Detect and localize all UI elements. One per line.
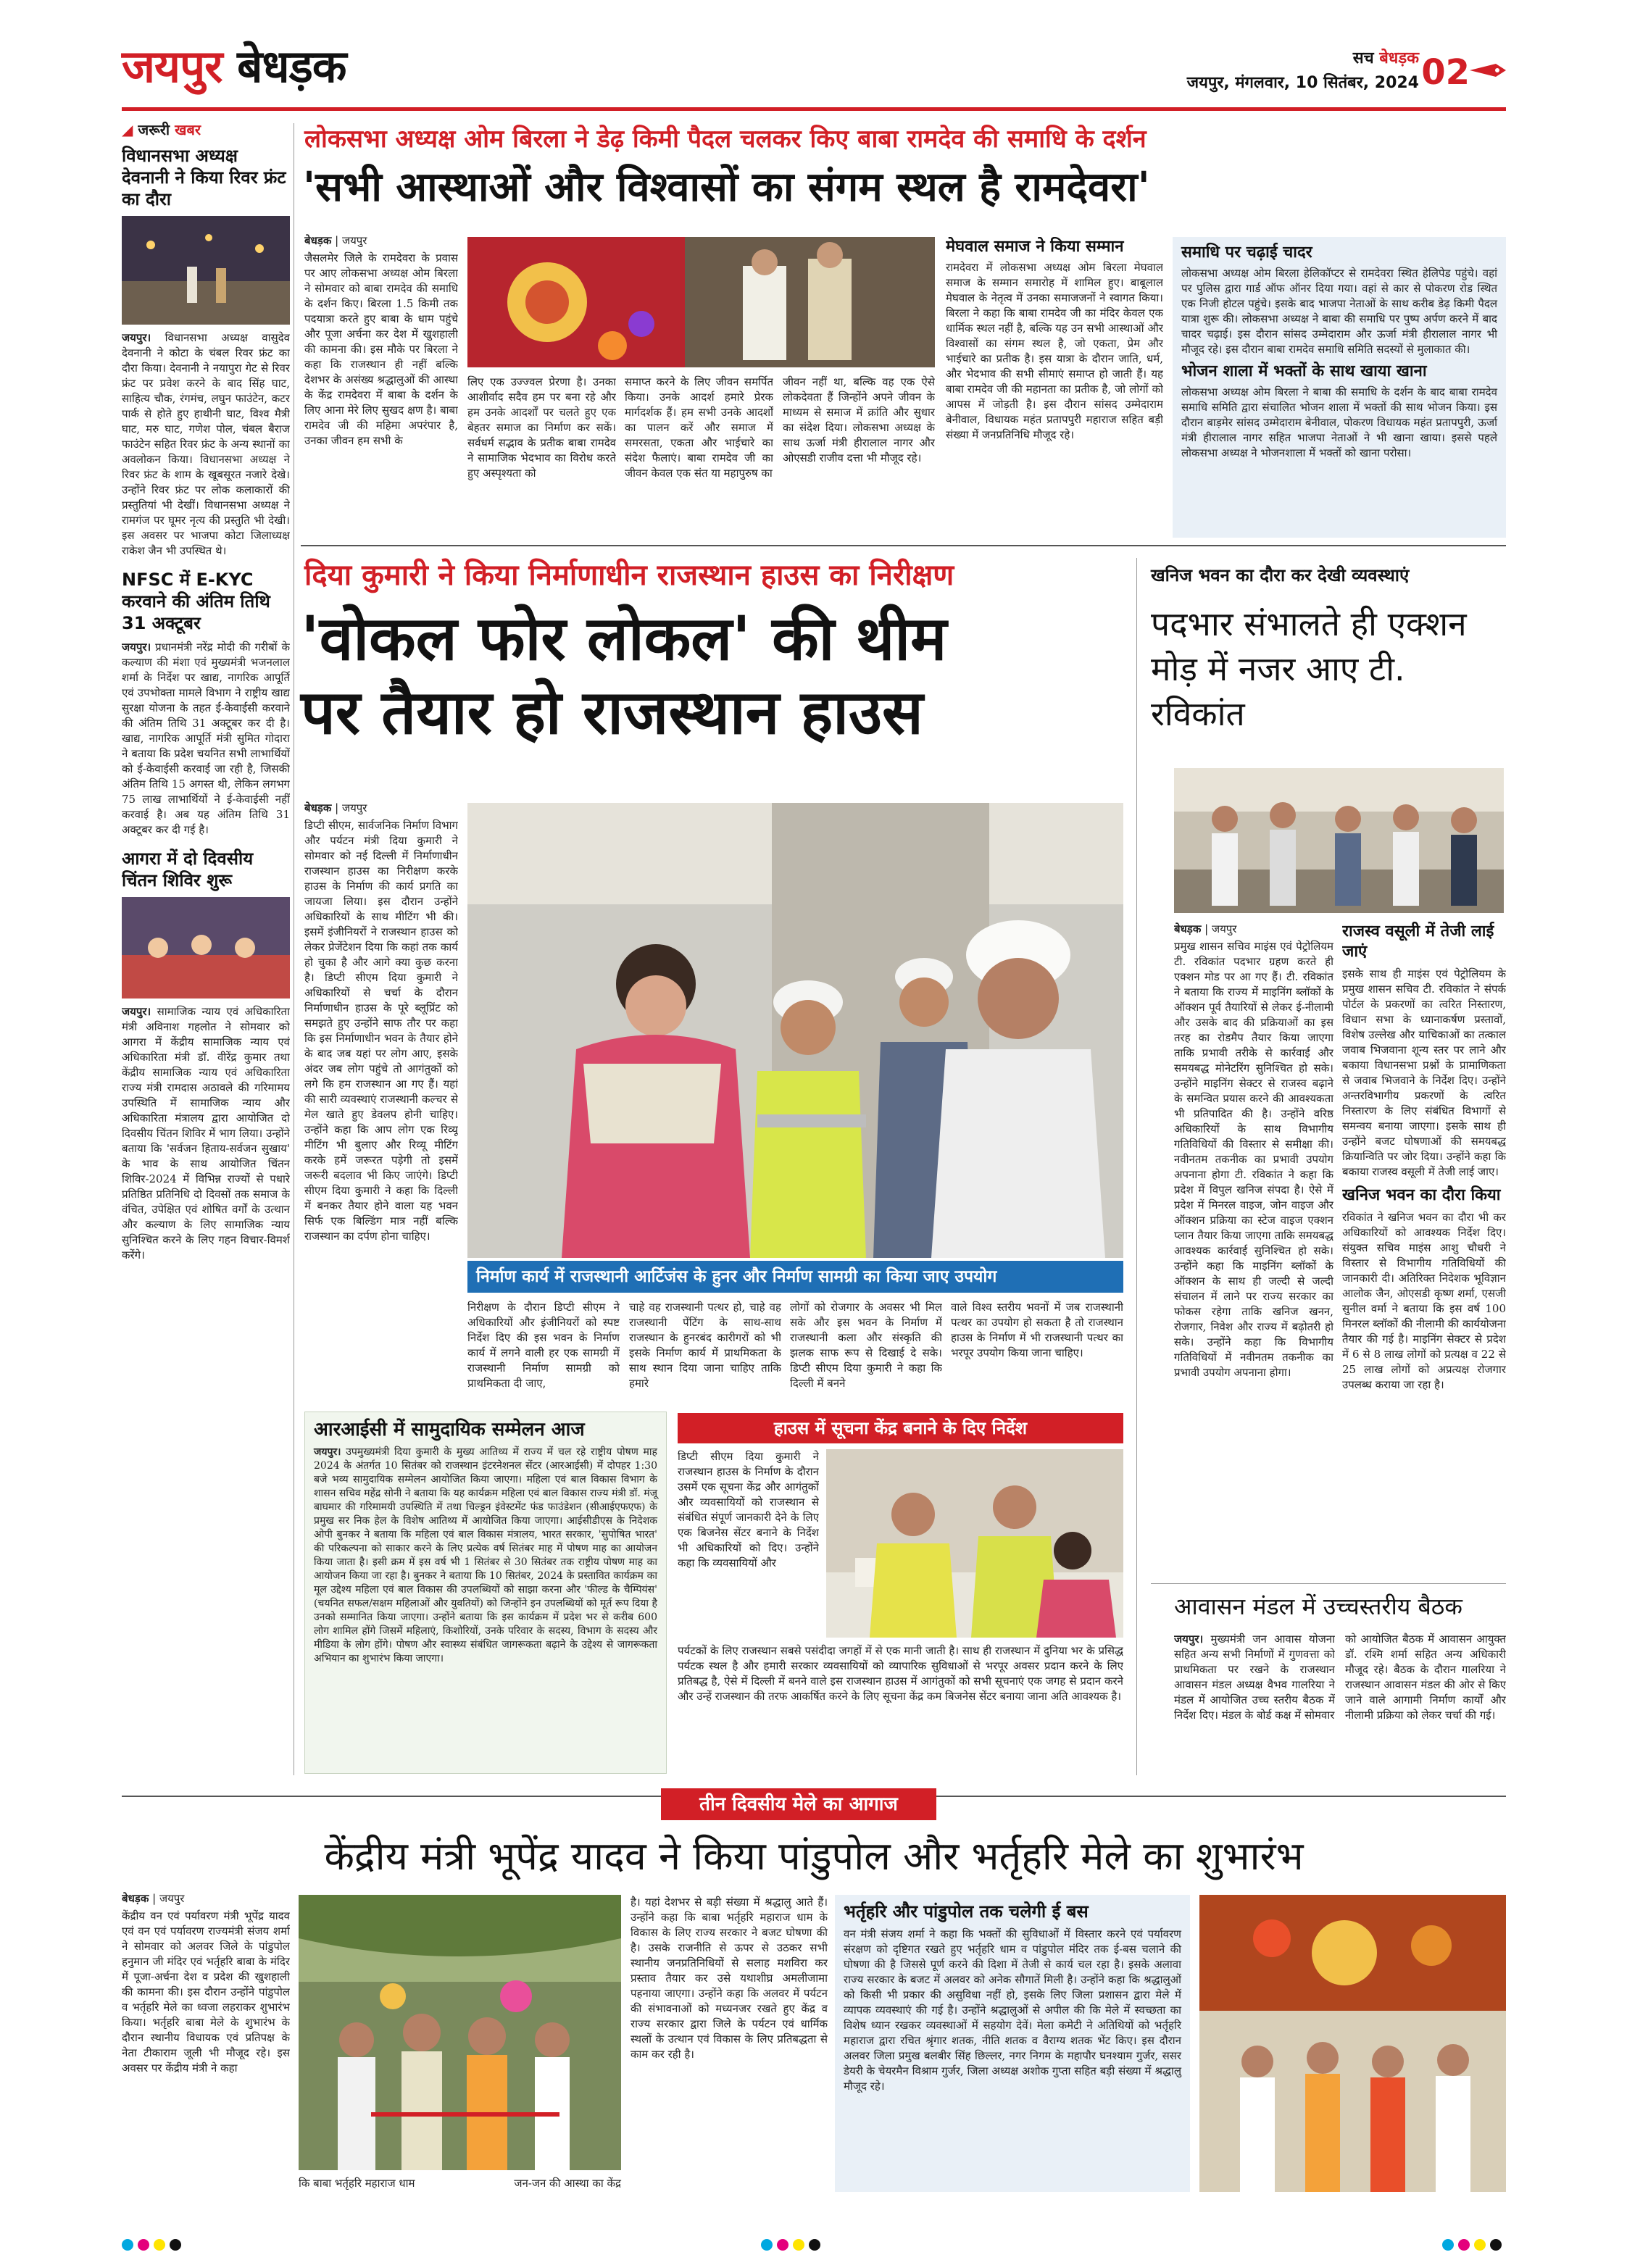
house-caption-banner: निर्माण कार्य में राजस्थानी आर्टिजंस के हुनर और निर्माण सामग्री का किया जाए उपयोग [467, 1261, 1123, 1293]
fair-col3: है। यहां देशभर से बड़ी संख्या में श्रद्धालु आते हैं। उन्होंने कहा कि बाबा भर्तृहरि महाराज धाम के विकास के लिए राज्य सरकार ने बजट घोषणा की है। उसके राजनीति से ऊपर से उठकर सभी स्थानीय जनप्रतिनिधियों से सलाह मशविरा कर प्रस्ताव तैयार कर उसे यथाशीघ्र अमलीजामा पहनाया जाएगा। उन्होंने कहा कि अलवर में पर्यटन की संभावनाओं को मध्यनजर रखते हुए केंद्र व राज्य सरकार द्वारा जिले के पर्यटन एवं धार्मिक स्थलों के उत्थान एवं विकास के लिए प्रतिबद्धता से काम कर रही है। [631, 1896, 828, 2061]
color-dot-icon [793, 2239, 804, 2251]
sidebar-section-label: ◢ जरूरी खबर [122, 121, 201, 138]
mines-sub1-heading: राजस्व वसूली में तेजी लाई जाएं [1342, 922, 1494, 961]
lead-sub-box [1173, 237, 1506, 538]
logo-left-word: जयपुर [122, 40, 222, 93]
mines-col1-text: प्रमुख शासन सचिव माइंस एवं पेट्रोलियम टी. रविकांत पदभार ग्रहण करते ही एक्शन मोड पर आ गए हैं। टी. रविकांत ने बताया कि राज्य में माइनिंग ब्लॉकों के ऑक्शन पूर्व तैयारियों से लेकर ई-नीलामी और उसके बाद की प्रक्रियाओं का इस तरह का रोडमैप तैयार किया जाएगा ताकि प्रभावी तरीके से कार्रवाई और समयबद्ध मोनेटरिंग सुनिश्चित हो सके। उन्होंने माइनिंग सेक्टर से राजस्व बढ़ाने के समन्वित प्रयास करने की आवश्यकता भी प्रतिपादित की है। उन्होंने वरिष्ठ अधिकारियों के साथ विभागीय गतिविधियों की विस्तार से समीक्षा की। नवीनतम तकनीक का प्रभावी उपयोग अपनाना होगा टी. रविकांत ने कहा कि प्रदेश में विपुल खनिज संपदा है। ऐसे में प्रदेश में मिनरल वाइज, जोन वाइज और ऑक्शन प्रक्रिया का स्टेज वाइज एक्शन प्लान तैयार किया जाएगा ताकि समयबद्ध आवश्यक कार्रवाई सुनिश्चित हो सके। उन्होंने कहा कि माइनिंग ब्लॉकों के ऑक्शन के साथ ही जल्दी से जल्दी संचालन में लाने पर राज्य सरकार का फोकस रहेगा ताकि खनिज खनन, रोजगार, निवेश और राज्य में बढ़ोतरी हो सके। उन्होंने कहा कि विभागीय गतिविधियों में नवीनतम तकनीक का प्रभावी उपयोग अपनाना होगा। [1174, 940, 1333, 1379]
sidebar-story3-body: जयपुर। सामाजिक न्याय एवं अधिकारिता मंत्री अविनाश गहलोत ने सोमवार को आगरा में केंद्रीय सामाजिक न्याय एवं अधिकारिता मंत्री डॉ. वीरेंद्र कुमार तथा केंद्रीय सामाजिक न्याय एवं अधिकारिता राज्य मंत्री रामदास अठावले की गरिमामय उपस्थिति में सामाजिक न्याय और अधिकारिता मंत्रालय द्वारा आयोजित दो दिवसीय चिंतन शिविर में भाग लिया। उन्होंने बताया कि 'सर्वजन हिताय-सर्वजन सुखाय' के भाव के साथ आयोजित चिंतन शिविर-2024 में विभिन्न राज्यों से पधारे प्रतिष्ठित प्रतिनिधि दो दिवसों तक समाज के वंचित, उपेक्षित एवं शोषित वर्गों के उत्थान और कल्याण के लिए सामाजिक न्याय सुनिश्चित करने के लिए गहन विचार-विमर्श करेंगे। [122, 1005, 290, 1262]
mines-col2 [1342, 922, 1506, 1559]
color-dot-icon [809, 2239, 820, 2251]
fair-box-body: वन मंत्री संजय शर्मा ने कहा कि भक्तों की सुविधाओं में विस्तार करने एवं पर्यावरण संरक्षण को दृष्टिगत रखते हुए भर्तृहरि धाम व पांडुपोल मंदिर तक ई-बस चलाने की घोषणा की है जिससे पूर्ण करने की दिशा में तेजी से कार्य चल रहा है। इसके अलावा राज्य सरकार के बजट में अलवर को अनेक सौगातें मिली है। उन्होंने कहा कि श्रद्धालुओं को किसी भी प्रकार की असुविधा नहीं हो, इसके लिए जिला प्रशासन द्वारा मेले में व्यापक व्यवस्थाएं की गई है। उन्होंने श्रद्धालुओं से अपील की कि मेले में स्वच्छता का विशेष ध्यान रखकर व्यवस्थाओं में सहयोग देवें। मेला कमेटी ने अतिथियों को भर्तृहरि महाराज द्वारा रचित श्रृंगार शतक, नीति शतक व वैराग्य शतक भेंट किए। इस दौरान अलवर जिला प्रमुख बलबीर सिंह छिल्लर, नगर निगम के महापौर घनश्याम गुर्जर, ससर डेयरी के चेयरमैन विश्राम गुर्जर, जिला अध्यक्ष अशोक गुप्ता सहित बड़ी संख्या में श्रद्धालु मौजूद रहे। [844, 1927, 1181, 2093]
sidebar-story3-photo [122, 897, 290, 998]
fair-photo-left [299, 1895, 621, 2170]
print-marks-center [761, 2239, 825, 2251]
house-headline-line2: पर तैयार हो राजस्थान हाउस [301, 676, 923, 748]
house-lower-col2: चाहे वह राजस्थानी पत्थर हो, चाहे वह राजस्थानी पेंटिंग के साथ-साथ राजस्थान के हुनरबंद कारीगरों को भी इसके निर्माण कार्य में प्राथमिकता के साथ स्थान दिया जाना चाहिए ताकि हमारे [629, 1301, 781, 1390]
sidebar-story1-headline: विधानसभा अध्यक्ष देवनानी ने किया रिवर फ्रंट का दौरा [122, 146, 286, 209]
house-kicker-wrap [304, 558, 1138, 593]
house-photo-meeting [826, 1449, 1123, 1638]
lead-col1 [304, 233, 458, 538]
masthead-tagline [1353, 46, 1419, 68]
color-dot-icon [122, 2239, 133, 2251]
house-lower-col4: वाले विश्व स्तरीय भवनों में जब राजस्थानी पत्थर का उपयोग हो सकता है तो राजस्थान हाउस के निर्माण में भी राजस्थानी पत्थर का भरपूर उपयोग किया जाना चाहिए। [951, 1301, 1123, 1359]
color-dot-icon [761, 2239, 773, 2251]
mines-col1 [1174, 922, 1333, 1559]
house-kicker: दिया कुमारी ने किया निर्माणाधीन राजस्थान हाउस का निरीक्षण [304, 559, 954, 592]
color-dot-icon [1490, 2239, 1502, 2251]
lead-kicker: लोकसभा अध्यक्ष ओम बिरला ने डेढ़ किमी पैदल चलकर किए बाबा रामदेव की समाधि के दर्शन [304, 125, 1147, 154]
mines-headline: पदभार संभालते ही एक्शन मोड़ में नजर आए टी. रविकांत [1151, 604, 1467, 733]
lead-bottom-rule [301, 545, 1506, 546]
house-col1-text: डिप्टी सीएम, सार्वजनिक निर्माण विभाग और पर्यटन मंत्री दिया कुमारी ने सोमवार को नई दिल्ली में निर्माणाधीन राजस्थान हाउस का निरीक्षण करके हाउस के निर्माण की कार्य प्रगति का जायजा लिया। इस दौरान उन्होंने अधिकारियों के साथ मीटिंग भी की। इसमें इंजीनियरों ने राजस्थान हाउस को लेकर प्रेजेंटेशन दिया कि कहां तक कार्य हो चुका है और आगे क्या कुछ करना है। डिप्टी सीएम दिया कुमारी ने अधिकारियों से चर्चा के दौरान निर्माणाधीन हाउस के पूरे ब्लूप्रिंट को समझते हुए उन्होंने साफ तौर पर कहा कि इस निर्माणाधीन भवन के तैयार होने के बाद जब यहां पर लोग आए, इसके अंदर जब लोग पहुंचे तो आगंतुकों को लगे कि हम राजस्थान आ गए हैं। यहां की सारी व्यवस्थाएं राजस्थानी कल्चर से मेल खाते हुए डेवलप होनी चाहिए। उन्होंने कहा कि आप लोग एक रिव्यू मीटिंग भी बुलाए और रिव्यू मीटिंग करके हमें जरूरत पड़ेगी तो इसमें जरूरी बदलाव भी किए जाएंगे। डिप्टी सीएम दिया कुमारी ने कहा कि दिल्ली में बनकर तैयार होने वाला यह भवन सिर्फ एक बिल्डिंग मात्र नहीं बल्कि राजस्थान का दर्पण होना चाहिए। [304, 819, 458, 1243]
fair-box-heading: भर्तृहरि और पांडुपोल तक चलेगी ई बस [844, 1901, 1089, 1922]
sidebar-story2-body: जयपुर। प्रधानमंत्री नरेंद्र मोदी की गरीबों के कल्याण की मंशा एवं मुख्यमंत्री भजनलाल शर्मा के निर्देश पर खाद्य, नागरिक आपूर्ति एवं उपभोक्ता मामले विभाग ने राष्ट्रीय खाद्य सुरक्षा योजना के तहत ई-केवाईसी करवाने की अंतिम तिथि 31 अक्टूबर कर दी है। खाद्य, नागरिक आपूर्ति मंत्री सुमित गोदारा ने बताया कि प्रदेश चयनित सभी लाभार्थियों को ई-केवाईसी करवाई जा रही है, जिसकी अंतिम तिथि 15 अगस्त थी, लेकिन लगभग 75 लाख लाभार्थियों ने ई-केवाईसी नहीं करवाई है। अब यह अंतिम तिथि 31 अक्टूबर कर दी गई है। [122, 641, 290, 836]
sidebar-story2-headline: NFSC में E-KYC करवाने की अंतिम तिथि 31 अक्टूबर [122, 570, 270, 633]
color-dot-icon [1442, 2239, 1454, 2251]
fair-byline: बेधड़क | जयपुर [122, 1892, 185, 1905]
fair-headline: केंद्रीय मंत्री भूपेंद्र यादव ने किया पांडुपोल और भर्तृहरि मेले का शुभारंभ [324, 1833, 1304, 1879]
masthead-dateline: जयपुर, मंगलवार, 10 सितंबर, 2024 [1186, 74, 1419, 92]
page-number: 02 [1421, 52, 1470, 93]
house-sub-box-heading: आरआईसी में सामुदायिक सम्मेलन आज [314, 1419, 585, 1441]
lead-sub2-body: लोकसभा अध्यक्ष ओम बिरला हेलिकॉप्टर से रामदेवरा स्थित हेलिपेड पहुंचे। वहां पर पुलिस द्वारा गार्ड ऑफ ऑनर दिया गया। वहां से कार से पोकरण रोड स्थित एक निजी होटल पहुंचे। इसके बाद भाजपा नेताओं के साथ करीब डेढ़ किमी पैदल यात्रा शुरू की। लोकसभा अध्यक्ष ने बाबा की समाधि पर पुष्प अर्पण करने में बाद चादर चढ़ाई। इस दौरान सांसद उम्मेदाराम और ऊर्जा मंत्री हीरालाल नागर भी मौजूद रहे। इस दौरान बाबा रामदेव समाधि समिति सदस्यों से मुलाकात की। [1181, 267, 1497, 356]
color-dot-icon [154, 2239, 165, 2251]
house-sub-box [304, 1412, 667, 1774]
lead-sub3-heading: भोजन शाला में भक्तों के साथ खाया खाना [1181, 362, 1427, 380]
fair-photo-caption-right: जन-जन की आस्था का केंद्र [514, 2177, 621, 2190]
fair-box [835, 1895, 1190, 2192]
fair-photo-caption-left: कि बाबा भर्तृहरि महाराज धाम [299, 2177, 415, 2190]
masthead-rule [122, 107, 1506, 111]
house-sub-box-body: जयपुर। उपमुख्यमंत्री दिया कुमारी के मुख्य आतिथ्य में राज्य में चल रहे राष्ट्रीय पोषण माह 2024 के अंतर्गत 10 सितंबर को राजस्थान इंटरनेशनल सेंटर (आरआईसी) में दोपहर 1:30 बजे भव्य सामुदायिक सम्मेलन आयोजित किया जाएगा। महिला एवं बाल विकास विभाग के शासन सचिव महेंद्र सोनी ने बताया कि यह कार्यक्रम महिला एवं बाल विकास राज्य मंत्री डॉ. मंजू बाघमार की गरिमामयी उपस्थिति में तथा चिल्ड्रन इंवेस्टमेंट फंड फाउंडेशन (सीआईएफएफ) के प्रमुख सर निक हेल के विशेष आतिथ्य में आयोजित किया जाएगा। आईसीडीएस के निदेशक ओपी बुनकर ने बताया कि महिला एवं बाल विकास मंत्रालय, भारत सरकार, 'सुपोषित भारत' की परिकल्पना को साकार करने के लिए प्रत्येक वर्ष सितंबर माह में पोषण माह का आयोजन किया जाता है। इसी क्रम में इस वर्ष भी 1 सितंबर से 30 सितंबर तक राष्ट्रीय पोषण माह का आयोजन किया जा रहा है। बुनकर ने बताया कि 10 सितंबर, 2024 के प्रस्तावित कार्यक्रम का मूल उद्देश्य महिला एवं बाल विकास की उपलब्धियों को साझा करना और 'फील्ड के चैम्पियंस' (चयनित सफल/सक्षम महिलाओं और युवतियों) को जिन्होंने इन उपलब्धियों को मूर्त रूप दिया है उनको सम्मानित किया जाएगा। उन्होंने बताया कि इस कार्यक्रम में प्रदेश भर से करीब 600 लोग शामिल होंगे जिसमें महिलाएं, किशोरियों, उनके परिवार के सदस्य, विभाग के सदस्य और मीडिया के लोग होंगे। पोषण और स्वास्थ्य संबंधित जागरूकता बढ़ाने के उद्देश्य से जागरूकता अभियान का शुभारंभ किया जाएगा। [314, 1446, 657, 1664]
lead-sub1 [946, 237, 1163, 538]
mines-kicker: खनिज भवन का दौरा कर देखी व्यवस्थाएं [1151, 565, 1410, 585]
house-lower-col1: निरीक्षण के दौरान डिप्टी सीएम ने अधिकारियों और इंजीनियरों को स्पष्ट निर्देश दिए की इस भवन के निर्माण कार्य में लगने वाली हर एक सामग्री में राजस्थानी निर्माण सामग्री को प्राथमिकता दी जाए, [467, 1301, 620, 1390]
lead-photo-samadhi [467, 237, 935, 367]
color-dot-icon [1458, 2239, 1470, 2251]
housing-headline: आवासन मंडल में उच्चस्तरीय बैठक [1174, 1593, 1462, 1620]
mines-sub1-body: इसके साथ ही माइंस एवं पेट्रोलियम के प्रमुख शासन सचिव टी. रविकांत ने संपर्क पोर्टल के प्रकरणों का त्वरित निस्तारण, विधान सभा के ध्यानाकर्षण प्रस्तावों, विशेष उल्लेख और याचिकाओं का तत्काल जवाब भिजवाना शून्य स्तर पर लाने और बकाया विधानसभा प्रश्नों के प्रामाणिकता से जवाब भिजवाने के निर्देश दिए। उन्होंने अन्तरविभागीय प्रकरणों के त्वरित निस्तारण के लिए संबंधित विभागों से समन्वय बनाया जाएगा। इसके साथ ही उन्होंने बजट घोषणाओं की समयबद्ध क्रियान्विति पर जोर दिया। उन्होंने कहा कि बकाया राजस्व वसूली में तेजी लाई जाए। [1342, 967, 1506, 1178]
house-photo-inspection [467, 803, 1123, 1258]
color-dot-icon [170, 2239, 181, 2251]
lead-col3: समाप्त करने के लिए जीवन समर्पित किया। उनके आदर्श हमारे प्रेरक मार्गदर्शक हैं। हम सभी उनके आदर्शों का पालन करें और समाज में समरसता, एकता और भाईचारे का संदेश फैलाएं। बाबा रामदेव जी का जीवन केवल एक संत या महापुरुष का [625, 375, 773, 480]
house-headline-line1: 'वोकल फोर लोकल' की थीम [301, 602, 947, 674]
masthead [122, 38, 1506, 110]
color-dot-icon [1474, 2239, 1486, 2251]
lead-sub3-body: लोकसभा अध्यक्ष ओम बिरला ने बाबा की समाधि के दर्शन के बाद बाबा रामदेव समाधि समिति द्वारा संचालित भोजन शाला में भक्तों की साथ भोजन किया। इस दौरान बाड़मेर सांसद उम्मेदाराम बेनीवाल, पोकरण विधायक महंत प्रतापपुरी, ऊर्जा मंत्री हीरालाल नागर सहित भाजपा नेताओं ने भी खाना खाया। इससे पहले लोकसभा अध्यक्ष ने भोजनशाला में भक्तों को खाना परोसा। [1181, 385, 1497, 459]
lead-sub2-heading: समाधि पर चढ़ाई चादर [1181, 243, 1312, 262]
lead-sub1-body: रामदेवरा में लोकसभा अध्यक्ष ओम बिरला मेघवाल समाज के सम्मान समारोह में शामिल हुए। बाबूलाल मेघवाल के नेतृत्व में उनका समाजजनों ने स्वागत किया। बिरला ने कहा कि बाबा रामदेव जी का मंदिर केवल एक धार्मिक स्थल नहीं है, बल्कि यह उन सभी आस्थाओं और विश्वासों का संगम स्थल है, जो एकता, प्रेम और भाईचारे का प्रतीक है। इस यात्रा के दौरान जाति, धर्म, और भेदभाव की सभी सीमाएं समाप्त हो जाती हैं। यह बाबा रामदेव जी की महानता का प्रतीक है, जो लोगों को आपस में जोड़ती है। इस दौरान सांसद उम्मेदाराम बेनीवाल, विधायक महंत प्रतापपुरी महाराज सहित बड़ी संख्या में जनप्रतिनिधि मौजूद रहे। [946, 261, 1163, 441]
sidebar-story1-photo [122, 216, 290, 325]
fair-label: तीन दिवसीय मेले का आगाज [661, 1788, 936, 1820]
house-col1 [304, 801, 458, 1272]
lead-byline: बेधड़क | जयपुर [304, 234, 367, 247]
mines-byline: बेधड़क | जयपुर [1174, 922, 1237, 935]
house-info-bottom: पर्यटकों के लिए राजस्थान सबसे पसंदीदा जगहों में से एक मानी जाती है। साथ ही राजस्थान में दुनिया भर के प्रसिद्ध पर्यटक स्थल है और हमारी सरकार व्यवसायियों को व्यापारिक सुविधाओं से भरपूर अवसर प्रदान करने के लिए प्रतिबद्ध है, ऐसे में दिल्ली में बनने वाले इस राजस्थान हाउस में आगंतुकों को सभी सूचनाएं एक जगह से प्रदान करने और उन्हें राजस्थान की तरफ आकर्षित करने के लिए सूचना केंद्र कम बिजनेस सेंटर बनाया जाना अति आवश्यक है। [678, 1644, 1123, 1703]
house-right-divider [1136, 558, 1137, 1775]
color-dot-icon [777, 2239, 788, 2251]
fair-col1-text: केंद्रीय वन एवं पर्यावरण मंत्री भूपेंद्र यादव एवं वन एवं पर्यावरण राज्यमंत्री संजय शर्मा ने सोमवार को अलवर जिले के पांडुपोल हनुमान जी मंदिर एवं भर्तृहरि बाबा के मंदिर में पूजा-अर्चना देश व प्रदेश की खुशहाली की कामना की। इस दौरान उन्होंने पांडुपोल व भर्तृहरि मेले का ध्वजा लहराकर शुभारंभ किया। भर्तृहरि बाबा मेले के शुभारंभ के दौरान स्थानीय विधायक एवं प्रतिपक्ष के नेता टीकाराम जूली भी मौजूद रहे। इस अवसर पर केंद्रीय मंत्री ने कहा [122, 1909, 290, 2075]
housing-col1: जयपुर। मुख्यमंत्री जन आवास योजना सहित अन्य सभी निर्माणों में गुणवत्ता को प्राथमिकता पर रखने के राजस्थान आवासन मंडल अध्यक्ष वैभव गालरिया ने मंडल में आयोजित उच्च स्तरीय बैठक में निर्देश दिए। मंडल के बोर्ड कक्ष में सोमवार [1174, 1633, 1335, 1722]
sidebar-triangle-icon: ◢ [122, 121, 133, 138]
mines-sub2-body: रविकांत ने खनिज भवन का दौरा भी कर अधिकारियों को आवश्यक निर्देश दिए। संयुक्त सचिव माइंस आशु चौधरी ने विस्तार से विभागीय गतिविधियों की जानकारी दी। अतिरिक्त निदेशक भूविज्ञान आलोक जैन, ओएसडी कृष्ण शर्मा, एसजी सुनील वर्मा ने बताया कि इस वर्ष 100 मिनरल ब्लॉकों की नीलामी की कार्ययोजना तैयार की गई है। माइनिंग सेक्टर से प्रदेश में 6 से 8 लाख लोगों को प्रत्यक्ष व 22 से 25 लाख लोगों को अप्रत्यक्ष रोजगार उपलब्ध कराया जा रहा है। [1342, 1211, 1506, 1391]
house-info-banner: हाउस में सूचना केंद्र बनाने के दिए निर्देश [678, 1413, 1123, 1443]
lead-sub1-heading: मेघवाल समाज ने किया सम्मान [946, 238, 1124, 256]
lead-col1-text: जैसलमेर जिले के रामदेवरा के प्रवास पर आए लोकसभा अध्यक्ष ओम बिरला ने सोमवार को बाबा रामदेव की समाधि के दर्शन किए। बिरला 1.5 किमी तक पदयात्रा करते हुए बाबा के धाम पहुंचे और पूजा अर्चना कर देश में खुशहाली की कामना की। इस मौके पर बिरला ने कहा कि राजस्थान ही नहीं बल्कि देशभर के असंख्य श्रद्धालुओं की आस्था के केंद्र रामदेवरा में बाबा के दर्शन के लिए आना मेरे लिए सुखद क्षण है। बाबा रामदेव जी की महिमा अपरंपार है, उनका जीवन हम सभी के [304, 251, 458, 447]
mines-bottom-rule [1151, 1583, 1506, 1584]
fair-col1 [122, 1891, 290, 2196]
sidebar-story1-body: जयपुर। विधानसभा अध्यक्ष वासुदेव देवनानी ने कोटा के चंबल रिवर फ्रंट का दौरा किया। देवनानी ने नयापुरा गेट से रिवर फ्रंट पर प्रवेश करने के बाद सिंह घाट, साहित्य चौक, रंगमंच, लघुन फाउंटेन, कटर पार्क से होते हुए हाथीनी घाट, विश्व मैत्री घाट, मरु घाट, गणेश पोल, चंबल बैराज फाउंटेन सहित रिवर फ्रंट के अन्य स्थानों का अवलोकन किया। विधानसभा अध्यक्ष ने रिवर फ्रंट के शाम के खूबसूरत नजारे देखे। उन्होंने रिवर फ्रंट पर लोक कलाकारों की प्रस्तुतियां भी देखीं। विधानसभा अध्यक्ष ने रामगंज पर घूमर नृत्य की प्रस्तुति भी देखी। इस अवसर पर भाजपा कोटा जिलाध्यक्ष राकेश जैन भी उपस्थित थे। [122, 331, 290, 557]
house-headline [301, 601, 1141, 749]
house-info-side: डिप्टी सीएम दिया कुमारी ने राजस्थान हाउस के निर्माण के दौरान उसमें एक सूचना केंद्र और आगंतुकों और व्यवसायियों को राजस्थान से संबंधित संपूर्ण जानकारी देने के लिए एक बिजनेस सेंटर बनाने के निर्देश भी अधिकारियों को दिए। उन्होंने कहा कि व्यवसायियों और [678, 1450, 819, 1569]
house-lower-col3: लोगों को रोजगार के अवसर भी मिल सके और इस भवन के निर्माण में राजस्थानी कला और संस्कृति की झलक साफ रूप से दिखाई दे सके। डिप्टी सीएम दिया कुमारी ने कहा कि दिल्ली में बनने [790, 1301, 942, 1390]
lead-headline: 'सभी आस्थाओं और विश्वासों का संगम स्थल है रामदेवरा' [303, 163, 1150, 211]
sidebar [122, 120, 290, 1779]
tagline-prefix: सच [1352, 49, 1374, 67]
masthead-logo [122, 38, 346, 96]
lead-col2: लिए एक उज्ज्वल प्रेरणा है। उनका आशीर्वाद सदैव हम पर बना रहे और हम उनके आदर्शों पर चलते हुए एक बेहतर समाज का निर्माण कर सकें। सर्वधर्म सद्भाव के प्रतीक बाबा रामदेव ने सामाजिक भेदभाव का विरोध करते हुए अस्पृश्यता को [467, 375, 616, 480]
pen-nib-icon [1470, 59, 1506, 81]
mines-photo [1174, 768, 1504, 913]
tagline-brand: बेधड़क [1379, 49, 1419, 67]
fair-photo-right [1199, 1895, 1506, 2192]
mines-sub2-heading: खनिज भवन का दौरा किया [1342, 1186, 1501, 1204]
lead-col4: जीवन नहीं था, बल्कि वह एक ऐसे लोकदेवता हैं जिन्होंने अपने जीवन के माध्यम से समाज में क्रांति और सुधार का संदेश दिया। लोकसभा अध्यक्ष के साथ ऊर्जा मंत्री हीरालाल नागर और ओएसडी राजीव दत्ता भी मौजूद रहे। [783, 375, 935, 464]
color-dot-icon [138, 2239, 149, 2251]
house-byline: बेधड़क | जयपुर [304, 801, 367, 814]
print-marks-left [122, 2239, 186, 2251]
housing-col2: को आयोजित बैठक में आवासन आयुक्त डॉ. रश्मि शर्मा सहित अन्य अधिकारी मौजूद रहे। बैठक के दौरान गालरिया ने राजस्थान आवासन मंडल की ओर से किए जाने वाले आगामी निर्माण कार्यों और नीलामी प्रक्रिया को लेकर चर्चा की गई। [1345, 1633, 1506, 1722]
logo-right-word: बेधड़क [237, 40, 346, 93]
print-marks-right [1442, 2239, 1506, 2251]
sidebar-story3-headline: आगरा में दो दिवसीय चिंतन शिविर शुरू [122, 849, 254, 891]
